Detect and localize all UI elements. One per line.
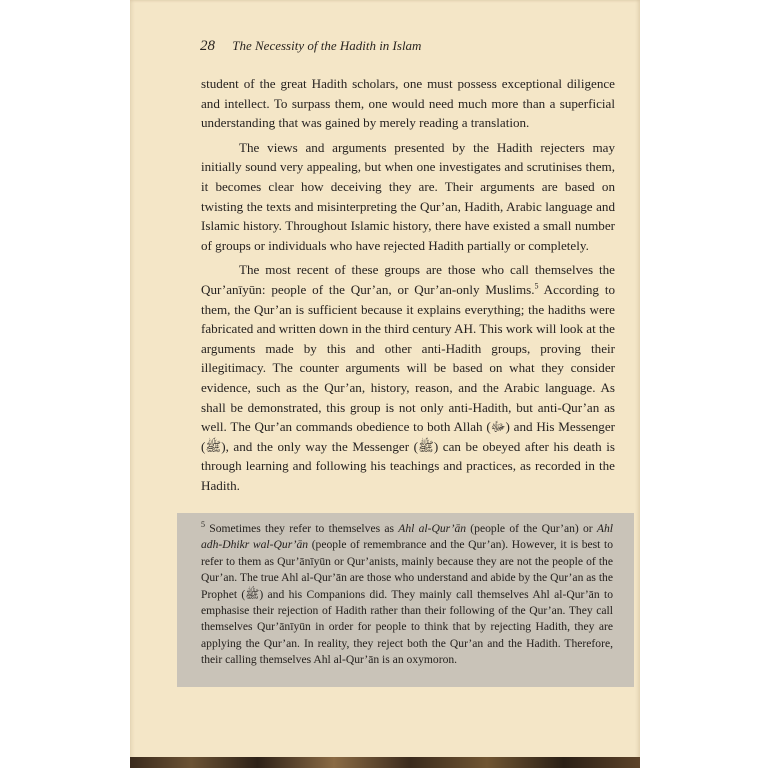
footnote-term-2: Ahl adh-Dhikr wal-Qur’ān (201, 522, 614, 552)
running-header (200, 38, 421, 55)
main-text (201, 74, 615, 500)
page-bottom-edge (130, 757, 640, 768)
footnote-text-2: (people of the Qur’an) or (466, 522, 597, 535)
running-title: The Necessity of the Hadith in Islam (232, 38, 422, 53)
footnote-marker: 5 (201, 520, 205, 530)
page-number: 28 (200, 38, 215, 54)
paragraph-3-start: The most recent of these groups are those who call themselves the Qur’anīyūn: people of the Qur’an, or Qur’an-only Muslims. (201, 262, 615, 297)
footnote-paragraph (201, 521, 613, 669)
footnote-text-1: Sometimes they refer to themselves as (205, 522, 399, 535)
paragraph-2: The views and arguments presented by the Hadith rejecters may initially sound very appealing, but when one investigates and scrutinises them, it becomes clear how deceiving they are. Their arguments are based on twisting the texts and misinterpreting the Qur’an, Hadith, Arabic language and Islamic history. Throughout Islamic history, there have existed a small number of groups or individuals who have rejected Hadith partially or completely. (201, 139, 615, 253)
paragraph-3 (201, 260, 615, 495)
footnote-term-1: Ahl al-Qur’ān (398, 522, 467, 535)
footnote (201, 521, 613, 669)
paragraph-3-rest: According to them, the Qur’an is sufficient because it explains everything; the hadiths were fabricated and written down in the third century AH. This work will look at the arguments made by this and other anti-Hadith groups, proving their illegitimacy. The counter arguments will be based on what they consider evidence, such as the Qur’an, history, reason, and the Arabic language. As shall be demonstrated, this group is not only anti-Hadith, but anti-Qur’an as well. The Qur’an commands obedience to both Allah (ﷻ) and His Messenger (ﷺ), and the only way the Messenger (ﷺ) can be obeyed after his death is through learning and following his teachings and practices, as recorded in the Hadith. (201, 281, 616, 493)
paragraph-1: student of the great Hadith scholars, one must possess exceptional diligence and intellect. To surpass them, one would need much more than a superficial understanding that was gained by merely reading a translation. (201, 76, 615, 131)
footnote-reference: 5 (534, 281, 539, 291)
footnote-text-3: (people of remembrance and the Qur’an). However, it is best to refer to them as Qur’ānīyūn or Qur’anists, mainly because they are not the people of the Qur’an. The true Ahl al-Qur’ān are those who understand and abide by the Qur’an as the Prophet (ﷺ) and his Companions did. They mainly call themselves Ahl al-Qur’ān to emphasise their rejection of Hadith rather than their following of the Qur’an. They call themselves Qur’ānīyūn in order for people to think that by rejecting Hadith, they are applying the Qur’an. In reality, they reject both the Qur’an and the Hadith. Therefore, their calling themselves Ahl al-Qur’ān is an oxymoron. (201, 538, 614, 667)
